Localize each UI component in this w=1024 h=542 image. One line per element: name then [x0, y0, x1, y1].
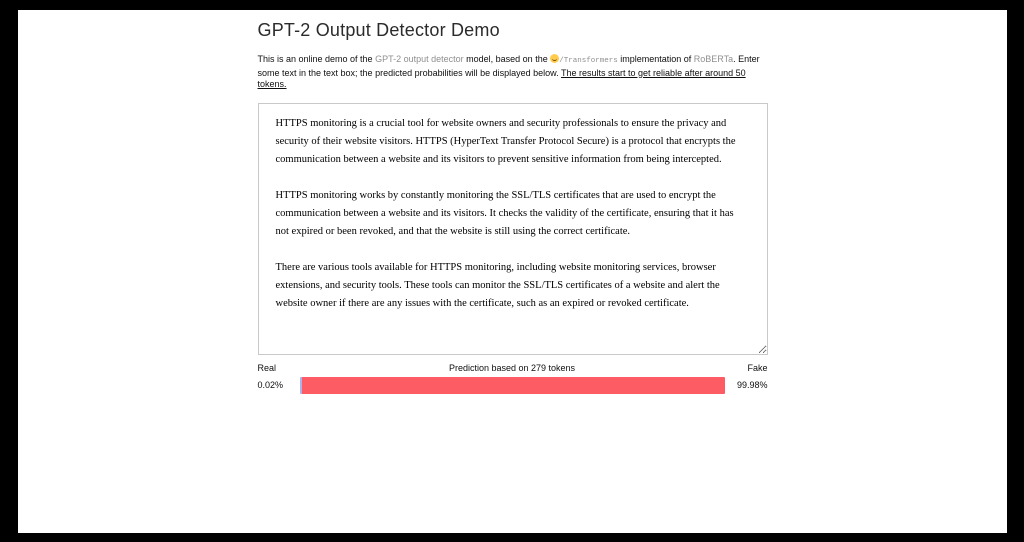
intro-part-4: . Enter some text in the text box; the predicted probabilities will be displayed below. — [257, 54, 760, 78]
real-percentage: 0.02% — [257, 380, 284, 390]
page-title: GPT-2 Output Detector Demo — [257, 20, 500, 40]
results-bar-row — [258, 377, 768, 394]
text-input[interactable] — [258, 103, 768, 355]
fake-percentage: 99.98% — [736, 380, 768, 390]
fake-bar-segment — [302, 377, 725, 394]
real-label: Real — [257, 362, 277, 373]
prediction-label: Prediction based on 279 tokens — [448, 362, 576, 373]
reliability-note: The results start to get reliable after around 50 tokens. — [257, 67, 746, 89]
intro-part-2: model, based on the — [463, 54, 551, 64]
intro-part-1: This is an online demo of the — [257, 54, 376, 64]
intro-part-3: implementation of — [617, 54, 694, 64]
hugging-face-emoji-icon — [550, 54, 559, 63]
content-column — [258, 10, 768, 394]
page — [18, 10, 1007, 533]
roberta-link[interactable]: RoBERTa — [693, 54, 734, 64]
results-section — [258, 363, 768, 394]
transformers-link[interactable]: /Transformers — [559, 57, 618, 65]
fake-label: Fake — [747, 362, 768, 373]
results-labels-row — [258, 363, 768, 373]
prediction-bar — [300, 377, 725, 394]
intro-text — [258, 54, 768, 91]
gpt2-output-detector-link[interactable]: GPT-2 output detector — [375, 54, 464, 64]
